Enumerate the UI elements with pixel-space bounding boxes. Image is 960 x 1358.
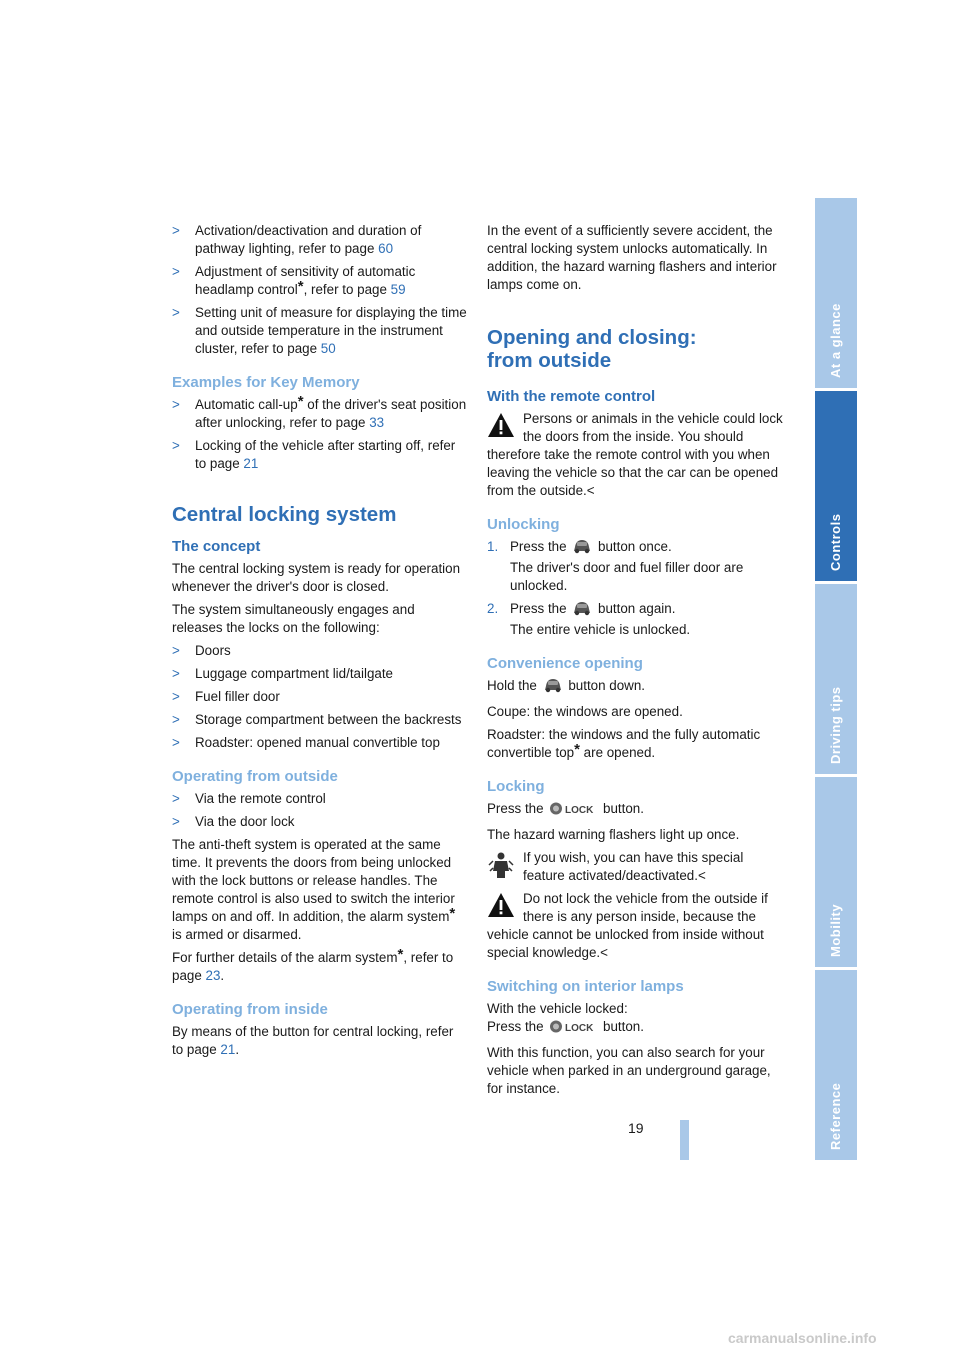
remote-unlock-button-icon bbox=[572, 538, 592, 559]
inside-paragraph: By means of the button for central locking, refer to page 21. bbox=[172, 1024, 454, 1057]
list-item: > Storage compartment between the backrests bbox=[172, 712, 462, 727]
convenience-paragraph: Roadster: the windows and the fully automatic convertible top* are opened. bbox=[487, 727, 761, 760]
opening-title: Opening and closing: from outside bbox=[487, 326, 697, 372]
warning-note: Persons or animals in the vehicle could lock the doors from the inside. You should therefore take the remote control with you when leaving the vehicle so that the car can be opened from the outside.< bbox=[487, 411, 783, 498]
page-link[interactable]: 50 bbox=[320, 341, 336, 356]
list-item: > Activation/deactivation and duration of pathway lighting, refer to page 60 bbox=[172, 223, 422, 256]
lock-button-icon bbox=[549, 1019, 597, 1039]
list-item: > Luggage compartment lid/tailgate bbox=[172, 666, 394, 681]
remote-unlock-button-icon bbox=[572, 600, 592, 621]
tab-mobility[interactable]: Mobility bbox=[815, 777, 857, 967]
interior-heading: Switching on interior lamps bbox=[487, 978, 684, 995]
list-item: > Via the door lock bbox=[172, 814, 295, 829]
interior-paragraph: With this function, you can also search for your vehicle when parked in an underground garage, for instance. bbox=[487, 1045, 771, 1096]
convenience-paragraph: Hold the button down. bbox=[487, 677, 783, 698]
examples-heading: Examples for Key Memory bbox=[172, 374, 360, 391]
list-item: > Doors bbox=[172, 643, 231, 658]
list-item: 2. Press the button again. The entire vehicle is unlocked. bbox=[487, 601, 691, 637]
watermark: carmanualsonline.info bbox=[728, 1330, 877, 1346]
tab-driving-tips[interactable]: Driving tips bbox=[815, 584, 857, 774]
interior-paragraph: Press the LOCK button. bbox=[487, 1018, 783, 1039]
page-link[interactable]: 60 bbox=[378, 241, 394, 256]
convenience-paragraph: Coupe: the windows are opened. bbox=[487, 704, 683, 719]
tab-controls[interactable]: Controls bbox=[815, 391, 857, 581]
page-link[interactable]: 23 bbox=[205, 968, 221, 983]
concept-paragraph: The central locking system is ready for operation whenever the driver's door is closed. bbox=[172, 561, 461, 594]
right-column bbox=[487, 222, 783, 1103]
outside-paragraph: The anti-theft system is operated at the same time. It prevents the doors from being unlocked with the lock buttons or release handles. The remote control is also used to switch the interior lamps on and off. In addition, the alarm system* is armed or disarmed. bbox=[172, 837, 456, 942]
list-item: > Via the remote control bbox=[172, 791, 326, 806]
unlocking-heading: Unlocking bbox=[487, 516, 560, 533]
page-bar bbox=[680, 1120, 689, 1160]
list-item: > Adjustment of sensitivity of automatic headlamp control*, refer to page 59 bbox=[172, 264, 416, 297]
concept-heading: The concept bbox=[172, 538, 261, 555]
page-number: 19 bbox=[628, 1120, 644, 1136]
list-item: > Fuel filler door bbox=[172, 689, 280, 704]
accident-paragraph: In the event of a sufficiently severe accident, the central locking system unlocks automatically. In addition, the hazard warning flashers and interior lamps come on. bbox=[487, 223, 777, 292]
warning-triangle-icon bbox=[487, 892, 515, 920]
svg-text:LOCK: LOCK bbox=[565, 805, 594, 816]
tab-reference[interactable]: Reference bbox=[815, 970, 857, 1160]
warning-triangle-icon bbox=[487, 412, 515, 440]
service-person-icon bbox=[487, 851, 515, 879]
page-link[interactable]: 33 bbox=[369, 415, 385, 430]
lock-button-icon bbox=[549, 801, 597, 821]
concept-paragraph: The system simultaneously engages and releases the locks on the following: bbox=[172, 602, 415, 635]
remote-unlock-button-icon bbox=[543, 677, 563, 698]
locking-heading: Locking bbox=[487, 778, 545, 795]
svg-text:LOCK: LOCK bbox=[565, 1023, 594, 1034]
locking-paragraph: The hazard warning flashers light up once. bbox=[487, 827, 740, 842]
list-item: > Setting unit of measure for displaying the time and outside temperature in the instrument cluster, refer to page 50 bbox=[172, 305, 467, 356]
interior-paragraph: With the vehicle locked: bbox=[487, 1001, 628, 1016]
list-item: 1. Press the button once. The driver's door and fuel filler door are unlocked. bbox=[487, 539, 744, 593]
remote-heading: With the remote control bbox=[487, 388, 656, 405]
central-locking-title: Central locking system bbox=[172, 503, 397, 526]
locking-paragraph: Press the LOCK button. bbox=[487, 800, 783, 821]
left-column bbox=[172, 222, 468, 1064]
tab-at-a-glance[interactable]: At a glance bbox=[815, 198, 857, 388]
convenience-heading: Convenience opening bbox=[487, 655, 643, 672]
info-note: If you wish, you can have this special feature activated/deactivated.< bbox=[487, 849, 783, 885]
list-item: > Automatic call-up* of the driver's seat position after unlocking, refer to page 33 bbox=[172, 393, 467, 430]
page-link[interactable]: 21 bbox=[220, 1042, 236, 1057]
page-link[interactable]: 21 bbox=[243, 456, 259, 471]
outside-paragraph: For further details of the alarm system*, refer to page 23. bbox=[172, 946, 454, 983]
page-link[interactable]: 59 bbox=[390, 282, 406, 297]
inside-heading: Operating from inside bbox=[172, 1001, 328, 1018]
outside-heading: Operating from outside bbox=[172, 768, 338, 785]
warning-note: Do not lock the vehicle from the outside if there is any person inside, because the vehicle cannot be unlocked from inside without special knowledge.< bbox=[487, 891, 768, 960]
section-tabs bbox=[815, 198, 857, 1160]
list-item: > Roadster: opened manual convertible top bbox=[172, 735, 440, 750]
list-item: > Locking of the vehicle after starting off, refer to page 21 bbox=[172, 438, 456, 471]
